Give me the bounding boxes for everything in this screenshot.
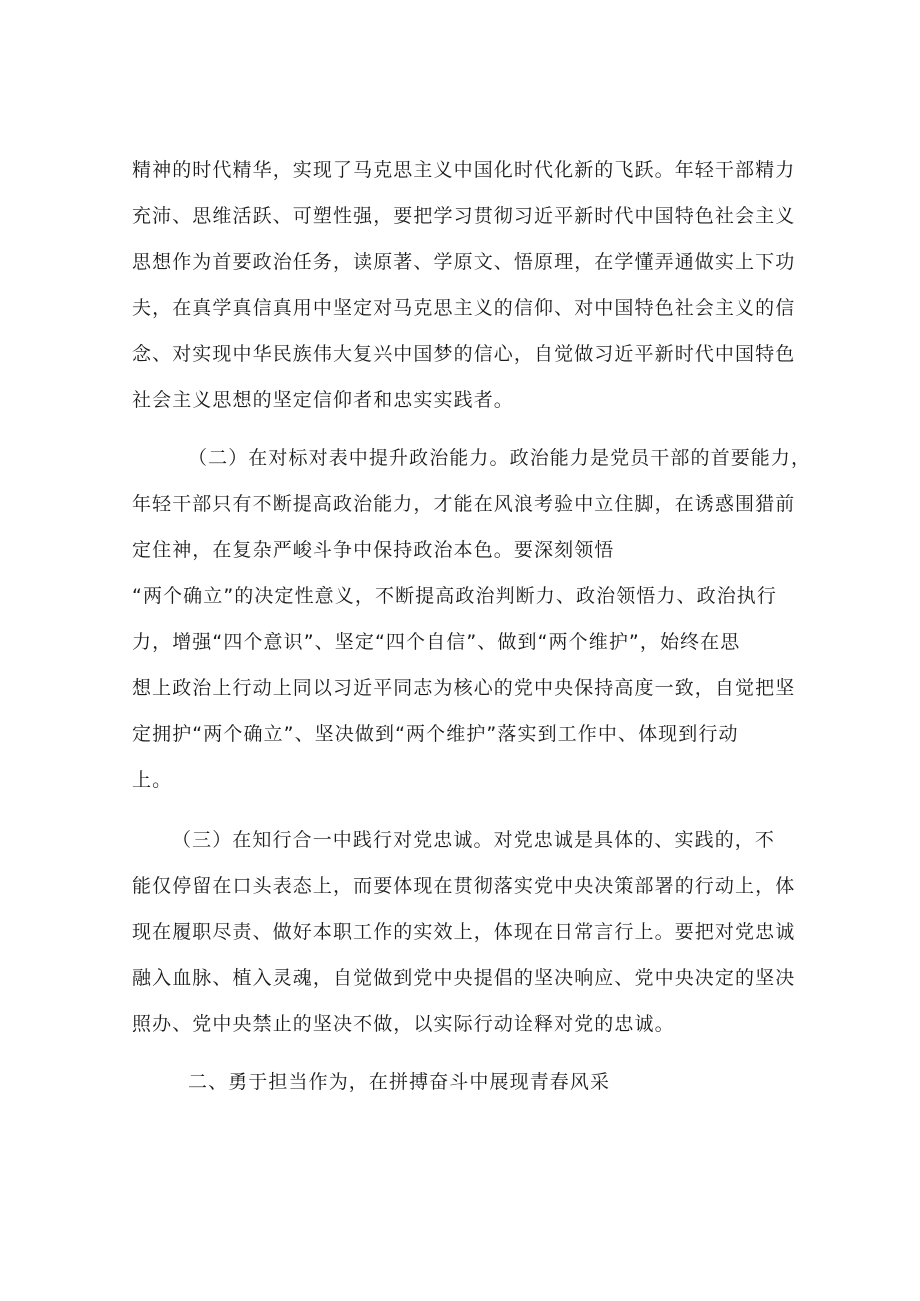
paragraph-2-line-7: 定拥护“两个确立”、坚决做到“两个维护”落实到工作中、体现到行动 <box>132 723 739 745</box>
paragraph-2-line-3: 定住神，在复杂严峻斗争中保持政治本色。要深刻领悟 <box>132 539 615 561</box>
paragraph-2-line-8: 上。 <box>132 769 173 791</box>
paragraph-1-line-2: 充沛、思维活跃、可塑性强，要把学习贯彻习近平新时代中国特色社会主义 <box>132 205 796 227</box>
paragraph-2-line-1: （二）在对标对表中提升政治能力。政治能力是党员干部的首要能力， <box>188 447 812 469</box>
paragraph-1-line-5: 念、对实现中华民族伟大复兴中国梦的信心，自觉做习近平新时代中国特色 <box>132 343 796 365</box>
paragraph-3-line-1: （三）在知行合一中践行对党忠诚。对党忠诚是具体的、实践的，不 <box>172 829 776 851</box>
paragraph-1-line-1: 精神的时代精华，实现了马克思主义中国化时代化新的飞跃。年轻干部精力 <box>132 159 796 181</box>
paragraph-2-line-4: “两个确立”的决定性意义，不断提高政治判断力、政治领悟力、政治执行 <box>132 585 777 607</box>
paragraph-1-line-6: 社会主义思想的坚定信仰者和忠实实践者。 <box>132 389 514 411</box>
paragraph-2-line-6: 想上政治上行动上同以习近平同志为核心的党中央保持高度一致，自觉把坚 <box>132 677 796 699</box>
section-heading-2: 二、勇于担当作为，在拼搏奋斗中展现青春风采 <box>188 1071 611 1093</box>
paragraph-3-line-5: 照办、党中央禁止的坚决不做，以实际行动诠释对党的忠诚。 <box>132 1013 675 1035</box>
paragraph-3-line-2: 能仅停留在口头表态上，而要体现在贯彻落实党中央决策部署的行动上，体 <box>132 875 796 897</box>
paragraph-3-line-3: 现在履职尽责、做好本职工作的实效上，体现在日常言行上。要把对党忠诚 <box>132 921 796 943</box>
paragraph-1-line-3: 思想作为首要政治任务，读原著、学原文、悟原理，在学懂弄通做实上下功 <box>132 251 796 273</box>
paragraph-2-line-5: 力，增强“四个意识”、坚定“四个自信”、做到“两个维护”，始终在思 <box>132 631 741 653</box>
paragraph-1-line-4: 夫，在真学真信真用中坚定对马克思主义的信仰、对中国特色社会主义的信 <box>132 297 796 319</box>
paragraph-3-line-4: 融入血脉、植入灵魂，自觉做到党中央提倡的坚决响应、党中央决定的坚决 <box>132 967 796 989</box>
paragraph-2-line-2: 年轻干部只有不断提高政治能力，才能在风浪考验中立住脚，在诱惑围猎前 <box>132 493 796 515</box>
